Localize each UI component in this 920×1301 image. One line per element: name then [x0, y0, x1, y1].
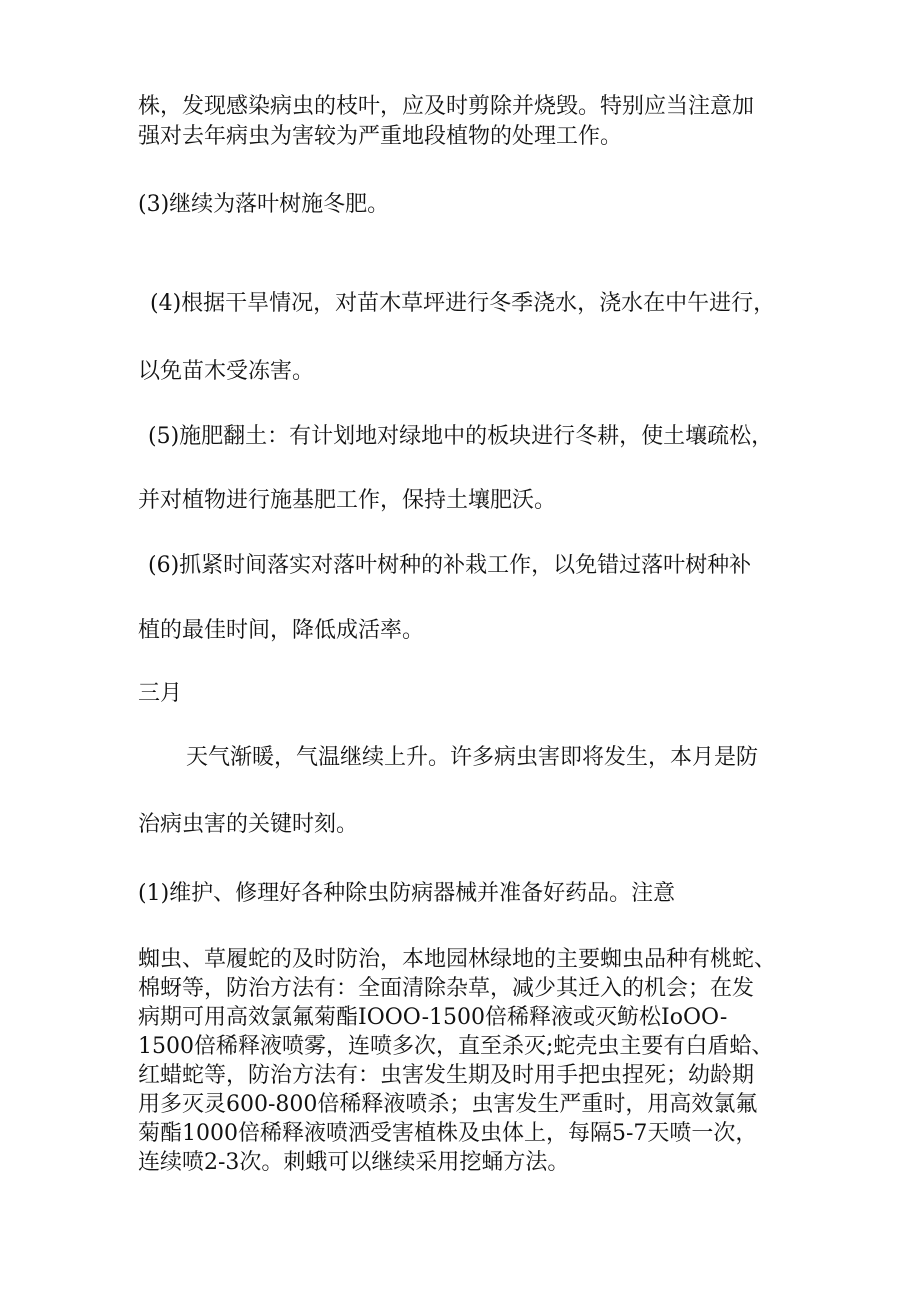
text-line: 红蜡蛇等，防治方法有：虫害发生期及时用手把虫捏死；幼龄期 [138, 1063, 755, 1088]
item-6-line-1: (6)抓紧时间落实对落叶树种的补栽工作，以免错过落叶树种补 [148, 553, 752, 578]
text-line: 强对去年病虫为害较为严重地段植物的处理工作。 [138, 124, 623, 149]
text-line: 株，发现感染病虫的枝叶，应及时剪除并烧毁。特别应当注意加 [138, 94, 755, 119]
item-5-line-2: 并对植物进行施基肥工作，保持土壤肥沃。 [138, 488, 557, 513]
item-6-line-2: 植的最佳时间，降低成活率。 [138, 618, 425, 643]
march-item-1: (1)维护、修理好各种除虫防病器械并准备好药品。注意 [138, 881, 676, 906]
text-line: 连续喷2-3次。刺蛾可以继续采用挖蛹方法。 [138, 1150, 570, 1175]
item-5-line-1: (5)施肥翻土：有计划地对绿地中的板块进行冬耕，使土壤疏松， [148, 424, 774, 449]
text-line: 病期可用高效氯氟菊酯IOOO-1500倍稀释液或灭鲂松IoOO- [138, 1005, 728, 1030]
item-3: (3)继续为落叶树施冬肥。 [138, 192, 390, 217]
text-line: 蜘虫、草履蛇的及时防治，本地园林绿地的主要蜘虫品种有桃蛇、 [138, 947, 777, 972]
march-intro-line-1: 天气渐暖，气温继续上升。许多病虫害即将发生，本月是防 [186, 745, 759, 770]
top-paragraph [138, 92, 798, 152]
march-heading: 三月 [138, 681, 183, 706]
bottom-paragraph [138, 945, 798, 1177]
item-4-line-2: 以免苗木受冻害。 [138, 359, 315, 384]
item-4-line-1: (4)根据干旱情况，对苗木草坪进行冬季浇水，浇水在中午进行， [150, 291, 776, 316]
text-line: 1500倍稀释液喷雾，连喷多次，直至杀灭;蛇壳虫主要有白盾蛤、 [138, 1034, 774, 1059]
text-line: 棉蚜等，防治方法有：全面清除杂草，减少其迁入的机会；在发 [138, 976, 755, 1001]
text-line: 用多灭灵600-800倍稀释液喷杀；虫害发生严重时，用高效氯氟 [138, 1092, 758, 1117]
march-intro-line-2: 治病虫害的关键时刻。 [138, 812, 359, 837]
text-line: 菊酯1000倍稀释液喷洒受害植株及虫体上，每隔5-7天喷一次， [138, 1121, 758, 1146]
